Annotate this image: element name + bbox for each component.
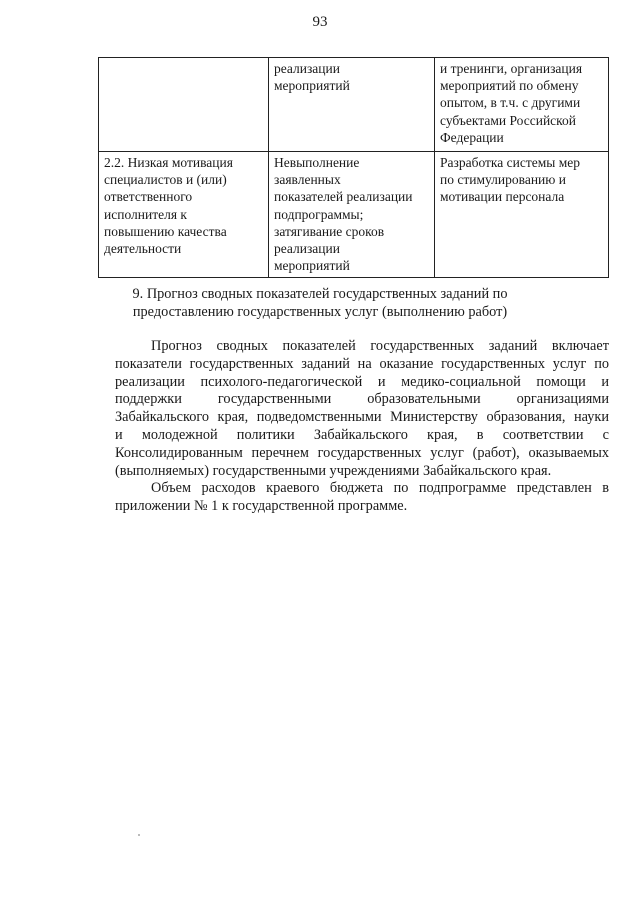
cell-text: Невыполнение xyxy=(274,155,360,170)
paragraph-line: и молодежной политики Забайкальского края, в соответствии с xyxy=(115,426,609,443)
cell-text: ответственного xyxy=(104,189,193,205)
paragraph xyxy=(115,338,609,480)
cell-text: повышению качества xyxy=(104,223,227,239)
paragraph-line: показатели государственных заданий на оказание государственных услуг по xyxy=(115,355,609,372)
cell-text: и тренинги, организация xyxy=(440,61,583,76)
cell-text: деятельности xyxy=(104,241,182,257)
cell-text: Федерации xyxy=(440,129,504,145)
cell-text: исполнителя к xyxy=(104,206,187,222)
paragraph-line: Забайкальского края, подведомственными Министерству образования, науки xyxy=(115,409,609,426)
cell-text: мероприятий по обмену xyxy=(440,78,579,94)
page-number: 93 xyxy=(312,14,328,30)
cell-text: специалистов и (или) xyxy=(104,172,227,188)
paragraph-line: реализации психолого-педагогической и медико-социальной помощи и xyxy=(115,373,609,390)
table-cell xyxy=(99,58,269,152)
cell-text: подпрограммы; xyxy=(274,206,364,222)
scan-speck xyxy=(138,834,140,836)
paragraph-line: Объем расходов краевого бюджета по подпрограмме представлен в xyxy=(151,480,609,497)
section-heading-line: 9. Прогноз сводных показателей государственных заданий по xyxy=(132,286,508,302)
risk-table xyxy=(98,57,609,278)
paragraph-line: Консолидированным перечнем государственных услуг (работ), оказываемых xyxy=(115,444,609,461)
section-heading xyxy=(0,285,640,321)
section-heading-line: предоставлению государственных услуг (выполнению работ) xyxy=(132,304,508,320)
cell-text: реализации xyxy=(274,61,340,76)
cell-text: мотивации персонала xyxy=(440,189,565,205)
table-cell xyxy=(435,152,609,278)
cell-text: затягивание сроков xyxy=(274,223,385,239)
paragraph-line: Прогноз сводных показателей государственных заданий включает xyxy=(151,338,609,354)
section-body xyxy=(115,338,609,516)
cell-text: заявленных xyxy=(274,172,341,188)
paragraph xyxy=(115,480,609,516)
table-cell xyxy=(99,152,269,278)
paragraph-line: приложении № 1 к государственной программе. xyxy=(115,498,408,515)
paragraph-line: (выполняемых) государственными учреждениями Забайкальского края. xyxy=(115,462,552,479)
table-row xyxy=(99,152,609,278)
cell-text: мероприятий xyxy=(274,258,350,274)
cell-text: по стимулированию и xyxy=(440,172,566,188)
table-cell xyxy=(269,152,435,278)
cell-text: Разработка системы мер xyxy=(440,155,581,170)
cell-text: 2.2. Низкая мотивация xyxy=(104,155,233,170)
table-row xyxy=(99,58,609,152)
cell-text: реализации xyxy=(274,241,340,257)
cell-text: показателей реализации xyxy=(274,189,413,205)
paragraph-line: поддержки государственными образовательными организациями xyxy=(115,391,609,408)
table-cell xyxy=(435,58,609,152)
cell-text: мероприятий xyxy=(274,78,350,94)
cell-text: опытом, в т.ч. с другими xyxy=(440,95,581,111)
table-cell xyxy=(269,58,435,152)
cell-text: субъектами Российской xyxy=(440,112,577,128)
